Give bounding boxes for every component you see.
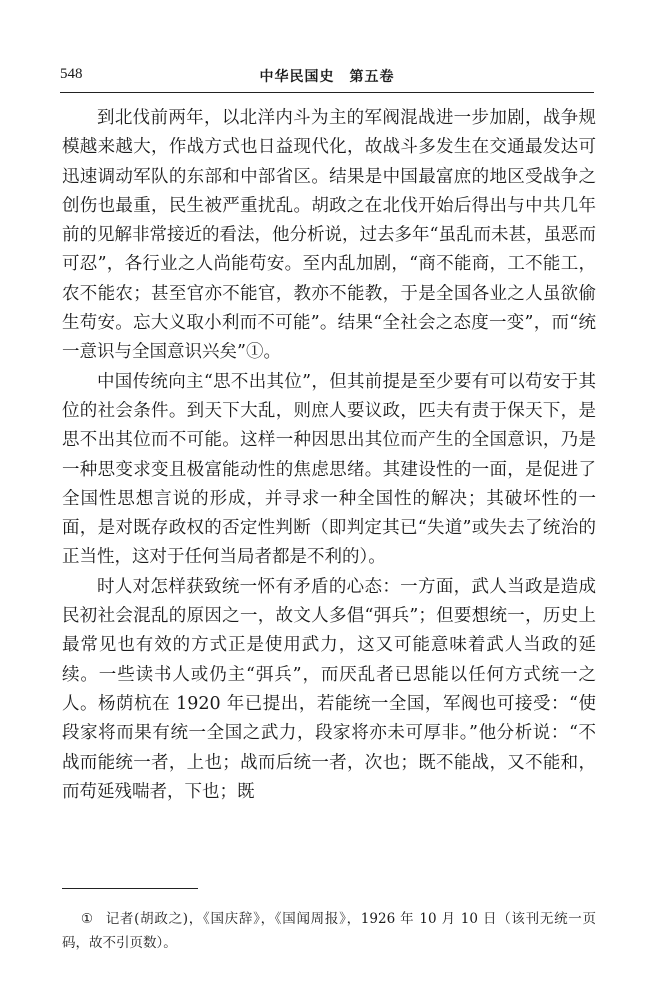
page-number: 548 [60,66,83,82]
paragraph-3: 时人对怎样获致统一怀有矛盾的心态：一方面，武人当政是造成民初社会混乱的原因之一，故文人多倡“弭兵”；但要想统一，历史上最常见也有效的方式正是使用武力，这又可能意味着武人当政的延续。一些读书人或仍主“弭兵”，而厌乱者已思能以任何方式统一之人。杨荫杭在 1920 年已提出，若能统一全国，军阀也可接受：“使段家将而果有统一全国之武力，段家将亦未可厚非。”他分析说：“不战而能统一者，上也；战而后统一者，次也；既不能战，又不能和，而苟延残喘者，下也；既 [62,576,596,802]
footnote-mark: ① [80,911,94,927]
body-text [62,104,596,807]
footnote [62,907,596,955]
paragraph-2: 中国传统向主“思不出其位”，但其前提是至少要有可以苟安于其位的社会条件。到天下大乱，则庶人要议政，匹夫有责于保天下，是思不出其位而不可能。这样一种因思出其位而产生的全国意识，乃是一种思变求变且极富能动性的焦虑思绪。其建设性的一面，是促进了全国性思想言说的形成，并寻求一种全国性的解决；其破坏性的一面，是对既存政权的否定性判断（即判定其已“失道”或失去了统治的正当性，这对于任何当局者都是不利的）。 [62,371,596,568]
footnote-rule [62,888,198,889]
paragraph-1: 到北伐前两年，以北洋内斗为主的军阀混战进一步加剧，战争规模越来越大，作战方式也日益现代化，故战斗多发生在交通最发达可迅速调动军队的东部和中部省区。结果是中国最富庶的地区受战争之创伤也最重，民生被严重扰乱。胡政之在北伐开始后得出与中共几年前的见解非常接近的看法，他分析说，过去多年“虽乱而未甚，虽恶而可忍”，各行业之人尚能苟安。至内乱加剧，“商不能商，工不能工，农不能农；甚至官亦不能官，教亦不能教，于是全国各业之人虽欲偷生苟安。忘大义取小利而不可能”。结果“全社会之态度一变”，而“统一意识与全国意识兴矣”①。 [62,108,596,363]
running-head [60,66,594,90]
book-title: 中华民国史 第五卷 [259,69,395,85]
footnote-text: 记者(胡政之)，《国庆辞》，《国闻周报》，1926 年 10 月 10 日（该刊无统一页码，故不引页数）。 [62,911,597,951]
header-rule [60,92,594,93]
